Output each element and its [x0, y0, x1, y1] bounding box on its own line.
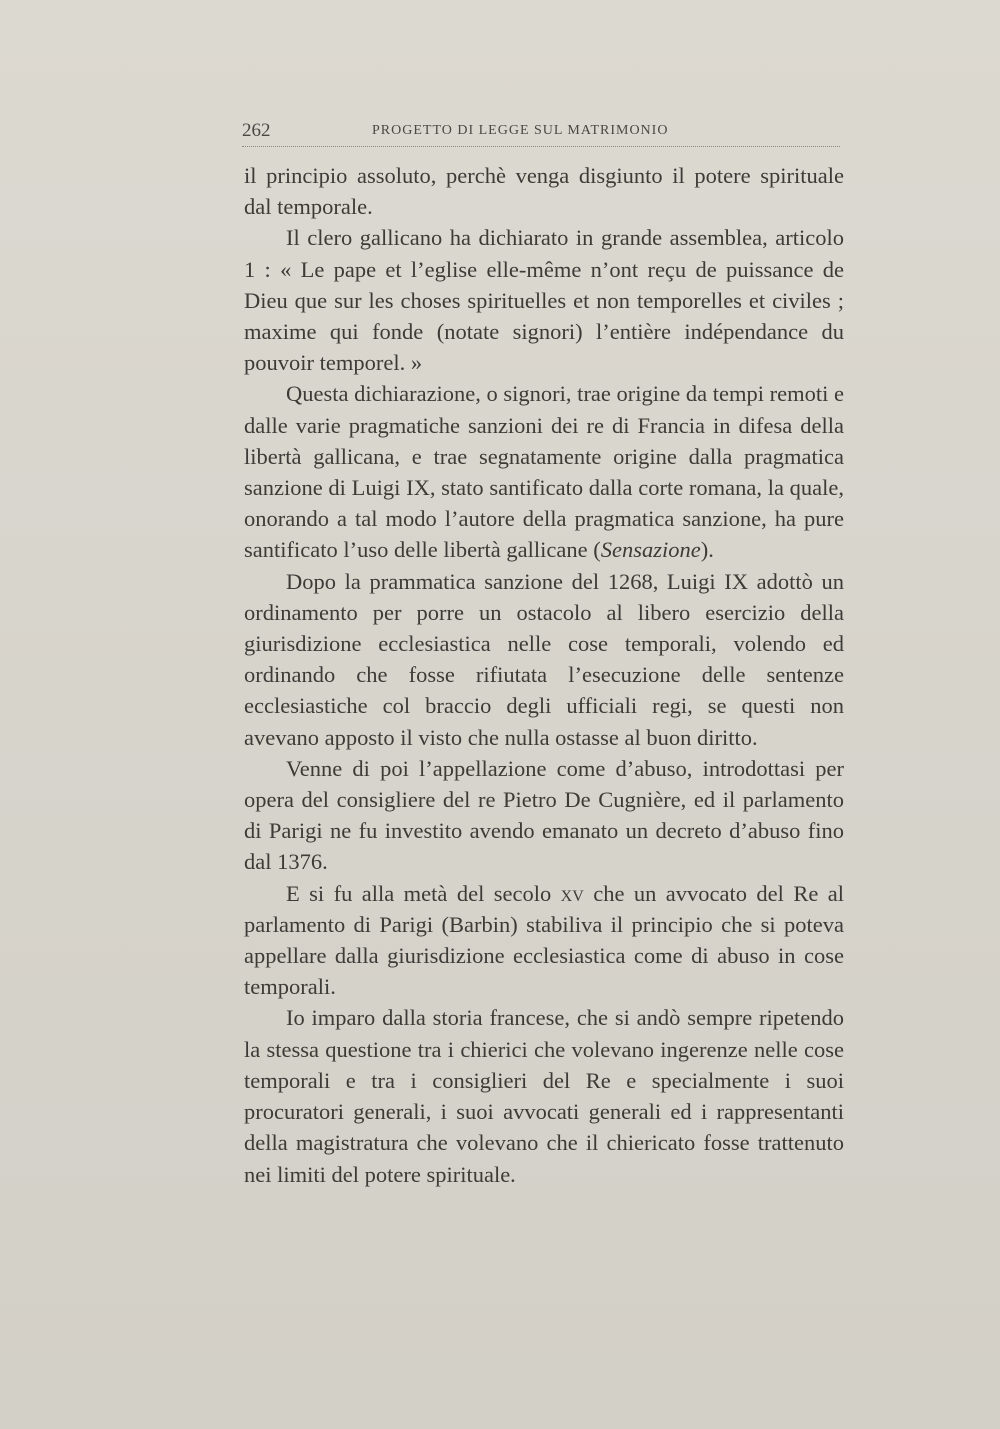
paragraph-6-start: E si fu alla metà del secolo: [286, 880, 552, 906]
paragraph-6: [244, 878, 844, 1003]
page-header: [242, 118, 840, 147]
page-number: 262: [242, 120, 271, 141]
running-head: PROGETTO DI LEGGE SUL MATRIMONIO: [372, 123, 669, 138]
paragraph-5: Venne di poi l’appellazione come d’abuso, introdottasi per opera del consigliere del re Pietro De Cugnière, ed il parlamento di Parigi ne fu investito avendo emanato un decreto d’abuso fino dal 1376.: [244, 755, 844, 875]
paragraph-6-rest: che un avvocato del Re al parlamento di Parigi (Barbin) stabiliva il principio che si poteva appellare dalla giurisdizione ecclesiastica come di abuso in cose temporali.: [244, 880, 845, 1000]
citation-sensazione: Sensazione: [600, 537, 701, 563]
paragraph-4: Dopo la prammatica sanzione del 1268, Luigi IX adottò un ordinamento per porre un ostacolo al libero esercizio della giurisdizione ecclesiastica nelle cose temporali, volendo ed ordinando che fosse rifiutata l’esecuzione delle sentenze ecclesiastiche col braccio degli ufficiali regi, se questi non avevano apposto il visto che nulla ostasse al buon diritto.: [244, 568, 844, 750]
paragraph-2: Il clero gallicano ha dichiarato in grande assemblea, articolo 1 : « Le pape et l’eglise elle-même n’ont reçu de puissance de Dieu que sur les choses spirituelles et non temporelles et civiles ; maxime qui fonde (notate signori) l’entière indépendance du pouvoir temporel. »: [244, 225, 844, 376]
paragraph-3: Questa dichiarazione, o signori, trae origine da tempi remoti e dalle varie pragmatiche sanzioni dei re di Francia in difesa della libertà gallicana, e trae segnatamente origine dalla pragmatica sanzione di Luigi IX, stato santificato dalla corte romana, la quale, onorando a tal modo l’autore della pragmatica sanzione, ha pure santificato l’uso delle libertà gallicane (Sensazione).: [244, 381, 844, 563]
century-numeral: xv: [560, 880, 584, 906]
paragraph-3-text: Questa dichiarazione, o signori, trae origine da tempi remoti e dalle varie pragmatiche sanzioni dei re di Francia in difesa della libertà gallicana, e trae segnatamente origine dalla pragmatica sanzione di Luigi IX, stato santificato dalla corte romana, la quale, onorando a tal modo l’autore della pragmatica sanzione, ha pure santificato l’uso delle libertà gallicane: [244, 381, 844, 563]
paragraph-1: il principio assoluto, perchè venga disgiunto il potere spirituale dal temporale.: [244, 163, 844, 220]
paragraph-7: Io imparo dalla storia francese, che si andò sempre ripetendo la stessa questione tra i chierici che volevano ingerenze nelle cose temporali e tra i consiglieri del Re e specialmente i suoi procuratori generali, i suoi avvocati generali ed i rappresentanti della magistratura che volevano che il chiericato fosse trattenuto nei limiti del potere spirituale.: [244, 1005, 844, 1187]
body-text: [244, 160, 844, 1190]
